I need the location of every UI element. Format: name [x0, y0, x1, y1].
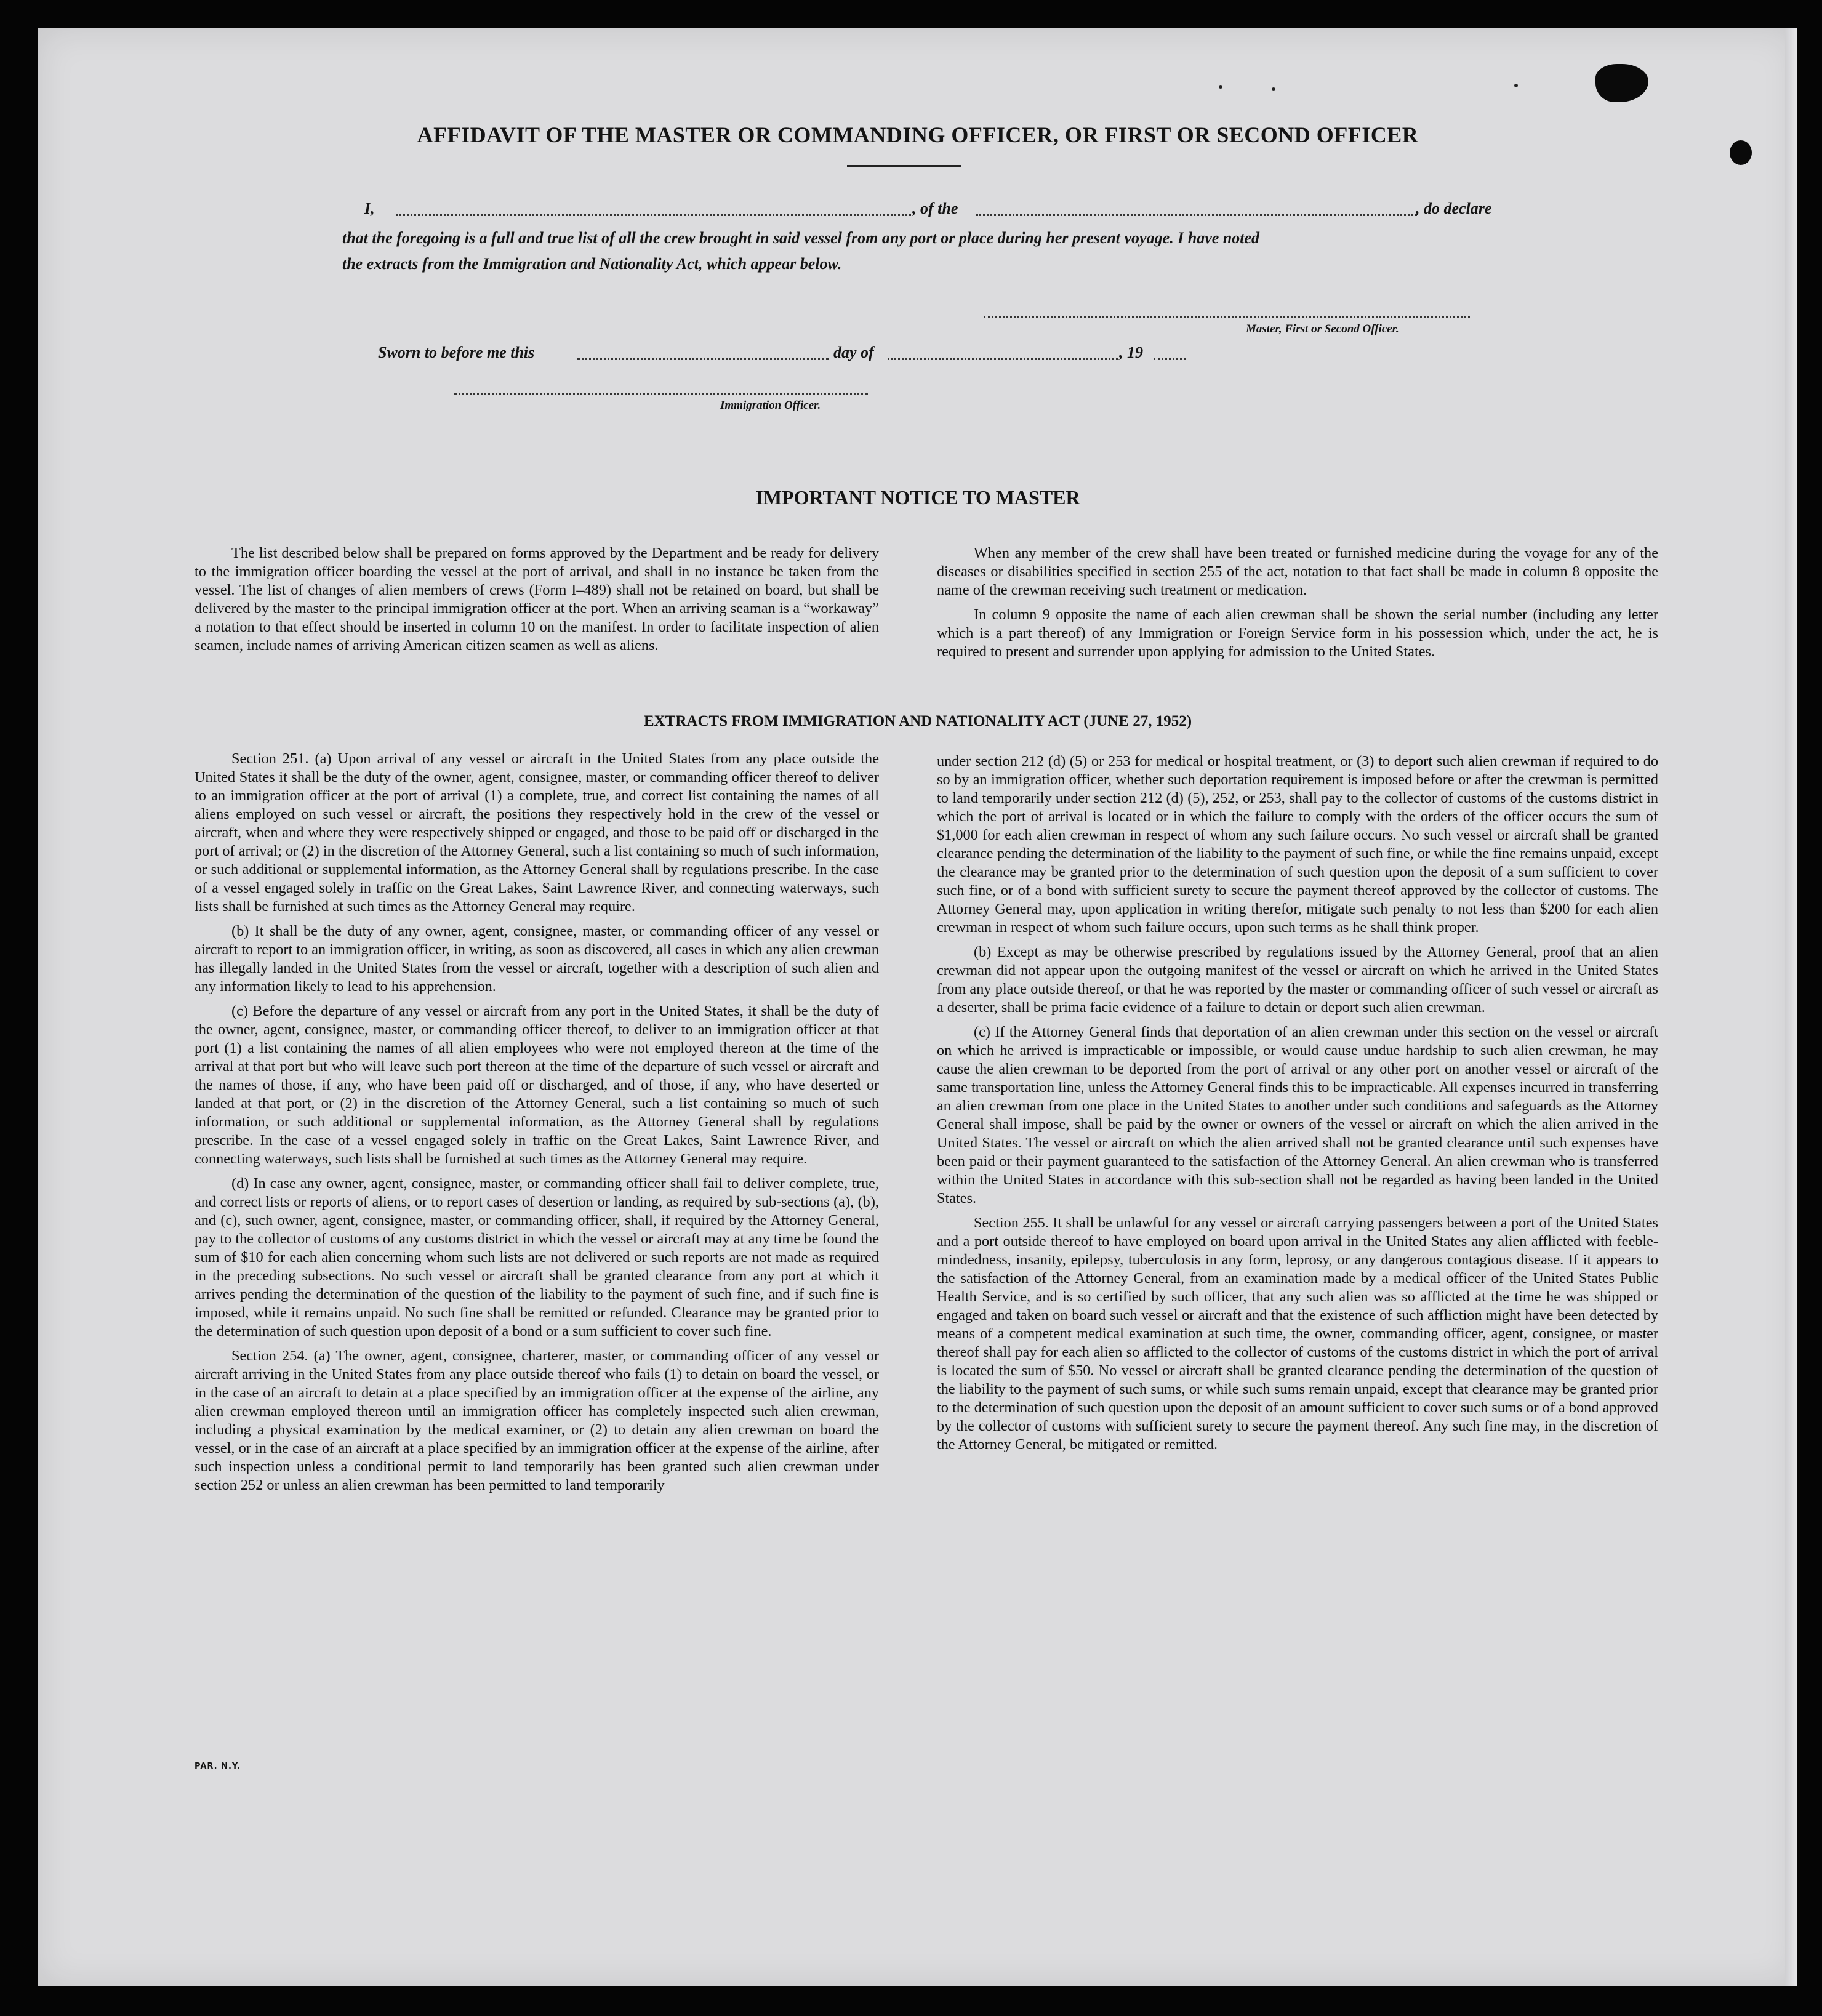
section-254c: (c) If the Attorney General finds that deportation of an alien crewman under this section on the vessel or aircraft on which he arrived is impracticable or impossible, or would cause undue hardship to such alien crewman, he may cause the alien crewman to be deported from the port of arrival or any other port on another vessel or aircraft of the same transportation line, unless the Attorney General finds this to be impracticable. All expenses incurred in transferring an alien crewman from one place in the United States to another under such conditions and safeguards as the Attorney General shall impose, shall be paid by the owner or owners of the vessel or aircraft on which the alien arrived in the United States. The vessel or aircraft on which the alien arrived shall not be granted clearance until such expenses have been paid or their payment guaranteed to the satisfaction of the Attorney General. An alien crewman who is transferred within the United States in accordance with this sub-section shall not be regarded as having been landed in the United States. — [937, 1024, 1658, 1207]
document-page — [38, 28, 1797, 1986]
vessel-blank[interactable] — [976, 214, 1417, 216]
notice-right-paragraph-2: In column 9 opposite the name of each alien crewman shall be shown the serial number (including any letter which is a part thereof) of any Immigration or Foreign Service form in his possession which, under the act, he is required to present and surrender upon applying for admission to the United States. — [937, 606, 1658, 660]
extracts-right-column — [937, 752, 1658, 1460]
section-251d: (d) In case any owner, agent, consignee, master, or commanding officer shall fail to deliver complete, true, and correct lists or reports of aliens, or to report cases of desertion or landing, as required by sub-sections (a), (b), and (c), such owner, agent, consignee, master, or commanding officer, shall, if required by the Attorney General, pay to the collector of customs of any customs district in which the vessel or aircraft may at any time be found the sum of $10 for each alien concerning whom such lists are not delivered or such reports are not made as required in the preceding subsections. No such vessel or aircraft shall be granted clearance from any port at which it arrives pending the determination of the question of the liability to the payment of such fine, and if such fine is imposed, while it remains unpaid. No such fine shall be remitted or refunded. Clearance may be granted prior to the determination of such question upon deposit of a bond or a sum sufficient to cover such fine. — [195, 1175, 879, 1339]
notice-left-paragraph: The list described below shall be prepared on forms approved by the Department and be ready for delivery to the immigration officer boarding the vessel at the port of arrival, and shall in no instance be taken from the vessel. The list of changes of alien members of crews (Form I–489) shall not be retained on board, but shall be delivered by the master to the principal immigration officer at the port. When an arriving seaman is a “workaway” a notation to that effect should be inserted in column 10 on the manifest. In order to facilitate inspection of alien seamen, include names of arriving American citizen seamen as well as aliens. — [195, 545, 879, 654]
master-signature-line[interactable] — [984, 316, 1470, 318]
sworn-day-blank[interactable] — [577, 358, 829, 360]
notice-right-column — [937, 544, 1658, 667]
affidavit-i-label: I, — [364, 199, 375, 217]
sworn-month-blank[interactable] — [888, 358, 1118, 360]
master-signature-label: Master, First or Second Officer. — [1246, 323, 1399, 335]
affidavit-line-3: the extracts from the Immigration and Nationality Act, which appear below. — [342, 255, 842, 273]
section-255: Section 255. It shall be unlawful for any vessel or aircraft carrying passengers between a port of the United States and a port outside thereof to have employed on board upon arrival in the United States any alien afflicted with feeble-mindedness, insanity, epilepsy, tuberculosis in any form, leprosy, or any dangerous contagious disease. If it appears to the satisfaction of the Attorney General, from an examination made by a medical officer of the United States Public Health Service, and is so certified by such officer, that any such alien was so afflicted at the time he was shipped or engaged and taken on board such vessel or aircraft and that the existence of such affliction might have been detected by means of a competent medical examination at such time, the owner, commanding officer, agent, consignee, or master thereof shall pay for each alien so afflicted to the collector of customs of the customs district in which the port of arrival is located the sum of $50. No vessel or aircraft shall be granted clearance pending the determination of the question of the liability to the payment of such sums, or while such sums remain unpaid, except that clearance may be granted prior to the determination of such question upon the deposit of an amount sufficient to cover such sums or of a bond approved by the collector of customs with sufficient surety to secure the payment thereof. Any such fine may, in the discretion of the Attorney General, be mitigated or remitted. — [937, 1215, 1658, 1453]
do-declare-label: , do declare — [1416, 199, 1492, 217]
day-of-label: day of — [833, 343, 874, 361]
officer-signature-line[interactable] — [454, 393, 868, 395]
section-251c: (c) Before the departure of any vessel or aircraft from any port in the United States, it shall be the duty of the owner, agent, consignee, master, or commanding officer thereof, to deliver to an immigration officer at that port (1) a list containing the names of all alien employees who were not employed thereon at the time of the arrival at that port but who will leave such port thereon at the time of the departure of such vessel or aircraft and the names of those, if any, who have been paid off or discharged, and of those, if any, who have deserted or landed at that port, or (2) in the discretion of the Attorney General, such a list containing so much of such information, or such additional or supplemental information, as the Attorney General shall by regulations prescribe. In the case of a vessel engaged solely in traffic on the Great Lakes, Saint Lawrence River, and connecting waterways, such lists shall be furnished at such times as the Attorney General may require. — [195, 1003, 879, 1167]
section-251a: Section 251. (a) Upon arrival of any vessel or aircraft in the United States from any place outside the United States it shall be the duty of the owner, agent, consignee, master, or commanding officer thereof to deliver to an immigration officer at the port of arrival (1) a complete, true, and correct list containing the names of all aliens employed on such vessel or aircraft, the positions they respectively hold in the crew of the vessel or aircraft, when and where they were respectively shipped or engaged, and those to be paid off or discharged in the port of arrival; or (2) in the discretion of the Attorney General, such a list containing so much of such information, or such additional or supplemental information, as the Attorney General shall by regulations prescribe. In the case of a vessel engaged solely in traffic on the Great Lakes, Saint Lawrence River, and connecting waterways, such lists shall be furnished at such times as the Attorney General may require. — [195, 750, 879, 915]
section-251b: (b) It shall be the duty of any owner, agent, consignee, master, or commanding officer of any vessel or aircraft to report to an immigration officer, in writing, as soon as discovered, all cases in which any alien crewman has illegally landed in the United States from the vessel or aircraft, together with a description of such alien and any information likely to lead to his apprehension. — [195, 923, 879, 995]
sworn-year-blank[interactable] — [1154, 358, 1186, 360]
speck — [1219, 85, 1222, 89]
affidavit-line-2: that the foregoing is a full and true list of all the crew brought in said vessel from any port or place during her present voyage. I have noted — [342, 229, 1260, 247]
of-the-label: , of the — [912, 199, 958, 217]
section-254a-continued: under section 212 (d) (5) or 253 for medical or hospital treatment, or (3) to deport such alien crewman if required to do so by an immigration officer, whether such deportation requirement is imposed before or after the crewman is permitted to land temporarily under section 212 (d) (5), 252, or 253, shall pay to the collector of customs of the customs district in which the port of arrival is located or in which the failure to comply with the orders of the officer occurs the sum of $1,000 for each alien crewman in respect of whom any such failure occurs. No such vessel or aircraft shall be granted clearance pending the determination of the liability to the payment of such fine, or while the fine remains unpaid, except the clearance may be granted prior to the determination of such question upon the deposit of a sum sufficient to cover such fine, or of a bond with sufficient surety to secure the payment thereof approved by the collector of customs. The Attorney General may, upon application in writing therefor, mitigate such penalty to not less than $200 for each alien crewman in respect of whom such failure occurs, upon such terms as he shall think proper. — [937, 753, 1658, 936]
extracts-left-column — [195, 750, 879, 1501]
extracts-heading: EXTRACTS FROM IMMIGRATION AND NATIONALITY ACT (JUNE 27, 1952) — [643, 713, 1192, 729]
section-254b: (b) Except as may be otherwise prescribed by regulations issued by the Attorney General, proof that an alien crewman did not appear upon the outgoing manifest of the vessel or aircraft on which he arrived in the United States from any place outside thereof, or that he was reported by the master or commanding officer of such vessel or aircraft as a deserter, shall be prima facie evidence of a failure to detain or deport such alien crewman. — [937, 944, 1658, 1016]
sworn-label: Sworn to before me this — [378, 343, 535, 361]
speck — [1272, 87, 1275, 91]
ink-blot — [1595, 64, 1648, 102]
year-label: , 19 — [1119, 343, 1143, 361]
name-blank[interactable] — [396, 214, 911, 216]
title-underline — [847, 165, 961, 167]
section-254a: Section 254. (a) The owner, agent, consignee, charterer, master, or commanding officer of any vessel or aircraft arriving in the United States from any place outside thereof who fails (1) to detain on board the vessel, or in the case of an aircraft to detain at a place specified by an immigration officer at the expense of the airline, any alien crewman employed thereon until an immigration officer has completely inspected such alien crewman, including a physical examination by the medical examiner, or (2) to detain any alien crewman on board the vessel, or in the case of an aircraft at a place specified by an immigration officer at the expense of the airline, after such inspection unless a conditional permit to land temporarily has been granted such alien crewman under section 252 or unless an alien crewman has been permitted to land temporarily — [195, 1347, 879, 1493]
speck — [1514, 84, 1518, 87]
notice-left-column — [195, 544, 879, 661]
page-edge — [1785, 28, 1797, 1986]
affidavit-title: AFFIDAVIT OF THE MASTER OR COMMANDING OFFICER, OR FIRST OR SECOND OFFICER — [417, 122, 1419, 147]
notice-heading: IMPORTANT NOTICE TO MASTER — [755, 486, 1080, 508]
notice-right-paragraph-1: When any member of the crew shall have been treated or furnished medicine during the voyage for any of the diseases or disabilities specified in section 255 of the act, notation to that fact shall be made in column 8 opposite the name of the crewman receiving such treatment or medication. — [937, 545, 1658, 598]
officer-signature-label: Immigration Officer. — [720, 399, 821, 412]
printer-mark: PAR. N.Y. — [195, 1762, 241, 1771]
